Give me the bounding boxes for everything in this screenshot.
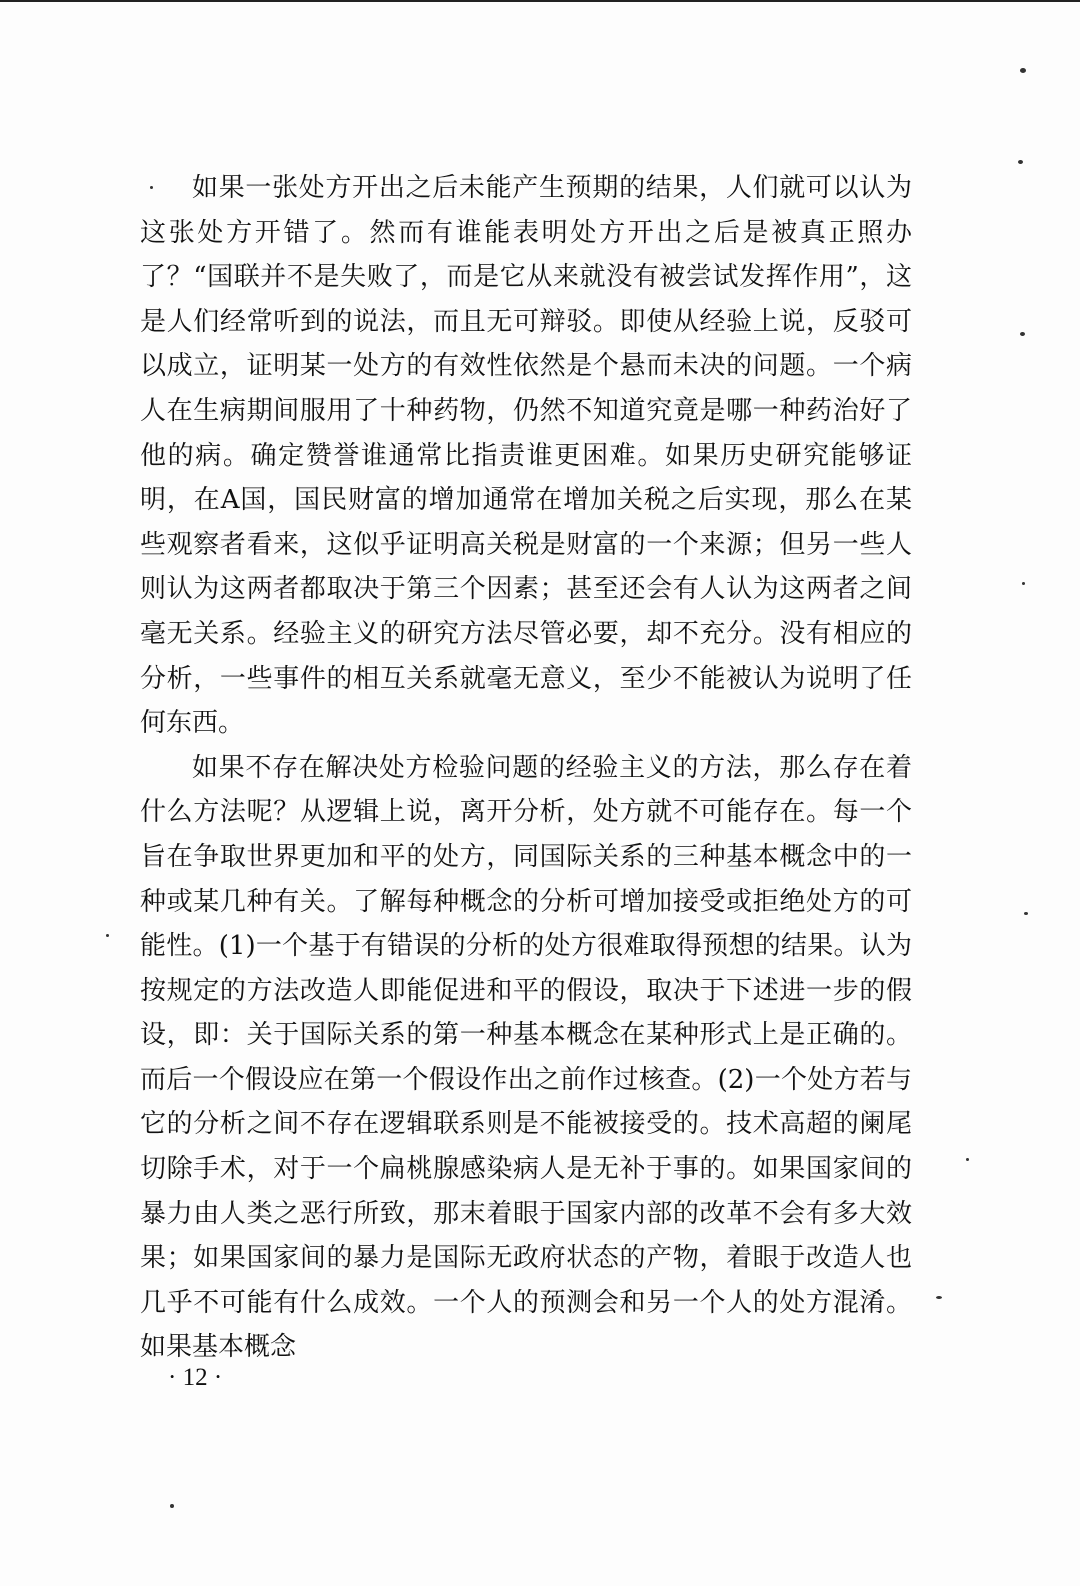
page-number: · 12 ·: [168, 1364, 223, 1391]
paragraph-2: 如果不存在解决处方检验问题的经验主义的方法，那么存在着什么方法呢？从逻辑上说，离开分析，处方就不可能存在。每一个旨在争取世界更加和平的处方，同国际关系的三种基本概念中的一种或某几种有关。了解每种概念的分析可增加接受或拒绝处方的可能性。(1)一个基于有错误的分析的处方很难取得预想的结果。认为按规定的方法改造人即能促进和平的假设，取决于下述进一步的假设，即：关于国际关系的第一种基本概念在某种形式上是正确的。而后一个假设应在第一个假设作出之前作过核查。(2)一个处方若与它的分析之间不存在逻辑联系则是不能被接受的。技术高超的阑尾切除手术，对于一个扁桃腺感染病人是无补于事的。如果国家间的暴力由人类之恶行所致，那末着眼于国家内部的改革不会有多大效果；如果国家间的暴力是国际无政府状态的产物，着眼于改造人也几乎不可能有什么成效。一个人的预测会和另一个人的处方混淆。如果基本概念: [140, 752, 912, 1363]
body-text: [140, 166, 912, 1370]
scan-speck: [170, 1504, 174, 1508]
page-top-edge: [0, 0, 1080, 2]
scan-speck: [1022, 582, 1025, 585]
scan-speck: [106, 934, 109, 937]
scan-speck: [150, 186, 153, 189]
paragraph-1: 如果一张处方开出之后未能产生预期的结果，人们就可以认为这张处方开错了。然而有谁能表明处方开出之后是被真正照办了？“国联并不是失败了，而是它从来就没有被尝试发挥作用”，这是人们经常听到的说法，而且无可辩驳。即使从经验上说，反驳可以成立，证明某一处方的有效性依然是个悬而未决的问题。一个病人在生病期间服用了十种药物，仍然不知道究竟是哪一种药治好了他的病。确定赞誉谁通常比指责谁更困难。如果历史研究能够证明，在A国，国民财富的增加通常在增加关税之后实现，那么在某些观察者看来，这似乎证明高关税是财富的一个来源；但另一些人则认为这两者都取决于第三个因素；甚至还会有人认为这两者之间毫无关系。经验主义的研究方法尽管必要，却不充分。没有相应的分析，一些事件的相互关系就毫无意义，至少不能被认为说明了任何东西。: [140, 173, 912, 739]
scan-speck: [1020, 332, 1025, 336]
scan-speck: [1018, 160, 1023, 164]
scan-speck: [1024, 912, 1028, 915]
scan-speck: [966, 1158, 969, 1161]
scan-speck: [936, 1296, 942, 1299]
scan-speck: [1020, 68, 1026, 73]
